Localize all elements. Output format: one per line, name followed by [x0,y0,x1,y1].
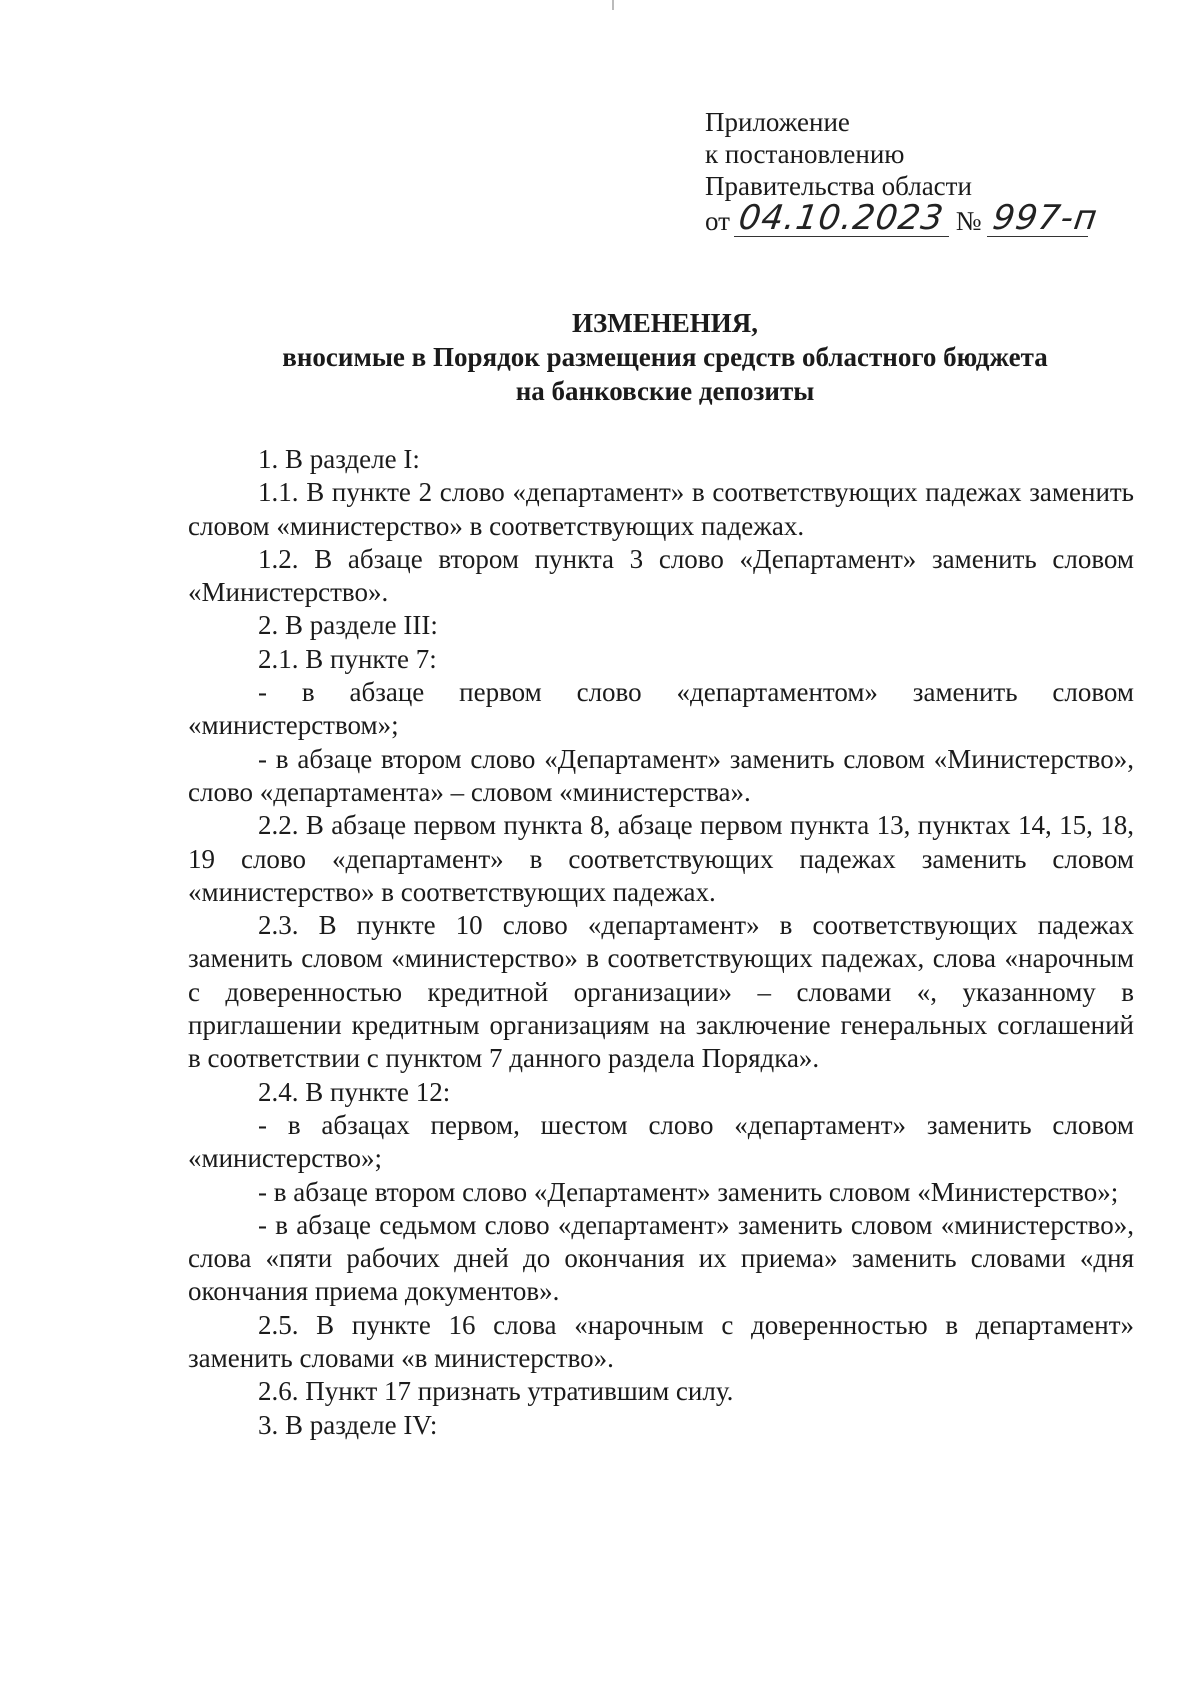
appendix-government-label: Правительства области [705,171,972,201]
handwritten-number: 997-п [990,198,1101,238]
appendix-date-number-line [705,198,1101,238]
paragraph-2-5: 2.5. В пункте 16 слова «нарочным с доверенностью в департамент» заменить словами «в министерство». [188,1309,1134,1374]
appendix-label: Приложение [705,107,850,137]
date-prefix: от [705,206,730,236]
paragraph-1-2: 1.2. В абзаце втором пункта 3 слово «Департамент» заменить словом «Министерство». [188,543,1134,608]
document-subtitle-line-1: вносимые в Порядок размещения средств областного бюджета [282,342,1048,372]
paragraph-2-4-a: - в абзацах первом, шестом слово «департамент» заменить словом «министерство»; [188,1109,1134,1174]
paragraph-2-3: 2.3. В пункте 10 слово «департамент» в соответствующих падежах заменить словом «министерство» в соответствующих падежах, слова «нарочным с доверенностью кредитной организации» – словами «, указанному в приглашении кредитным организациям на заключение генеральных соглашений в соответствии с пунктом 7 данного раздела Порядка». [188,910,1134,1074]
document-body [188,443,1134,1442]
paragraph-section-1: 1. В разделе I: [258,444,420,474]
paragraph-1-1: 1.1. В пункте 2 слово «департамент» в соответствующих падежах заменить словом «министерство» в соответствующих падежах. [188,477,1134,541]
paragraph-2-4: 2.4. В пункте 12: [258,1076,451,1107]
paragraph-2-2: 2.2. В абзаце первом пункта 8, абзаце первом пункта 13, пунктах 14, 15, 18, 19 слово «департамент» в соответствующих падежах заменить словом «министерство» в соответствующих падежах. [188,810,1134,907]
number-sign: № [955,206,982,236]
paragraph-2-1: 2.1. В пункте 7: [258,643,437,674]
number-field [987,198,1101,238]
document-title: ИЗМЕНЕНИЯ, [571,308,758,338]
handwritten-date: 04.10.2023 [736,198,947,238]
scan-mark [612,0,614,10]
paragraph-2-1-b: - в абзаце втором слово «Департамент» заменить словом «Министерство», слово «департамента» – словом «министерства». [188,743,1134,807]
paragraph-section-4: 3. В разделе IV: [258,1409,438,1440]
paragraph-2-1-a: - в абзаце первом слово «департаментом» заменить словом «министерством»; [188,677,1134,741]
document-subtitle-line-2: на банковские депозиты [515,376,815,406]
paragraph-2-4-c: - в абзаце седьмом слово «департамент» заменить словом «министерство», слова «пяти рабочих дней до окончания их приема» заменить словами «дня окончания приема документов». [188,1209,1134,1307]
appendix-header [705,106,1101,238]
paragraph-2-4-b: - в абзаце втором слово «Департамент» заменить словом «Министерство»; [258,1176,1119,1207]
paragraph-2-6: 2.6. Пункт 17 признать утратившим силу. [258,1376,734,1407]
paragraph-section-3: 2. В разделе III: [258,610,438,641]
date-field [734,198,949,238]
appendix-resolution-label: к постановлению [705,139,905,169]
